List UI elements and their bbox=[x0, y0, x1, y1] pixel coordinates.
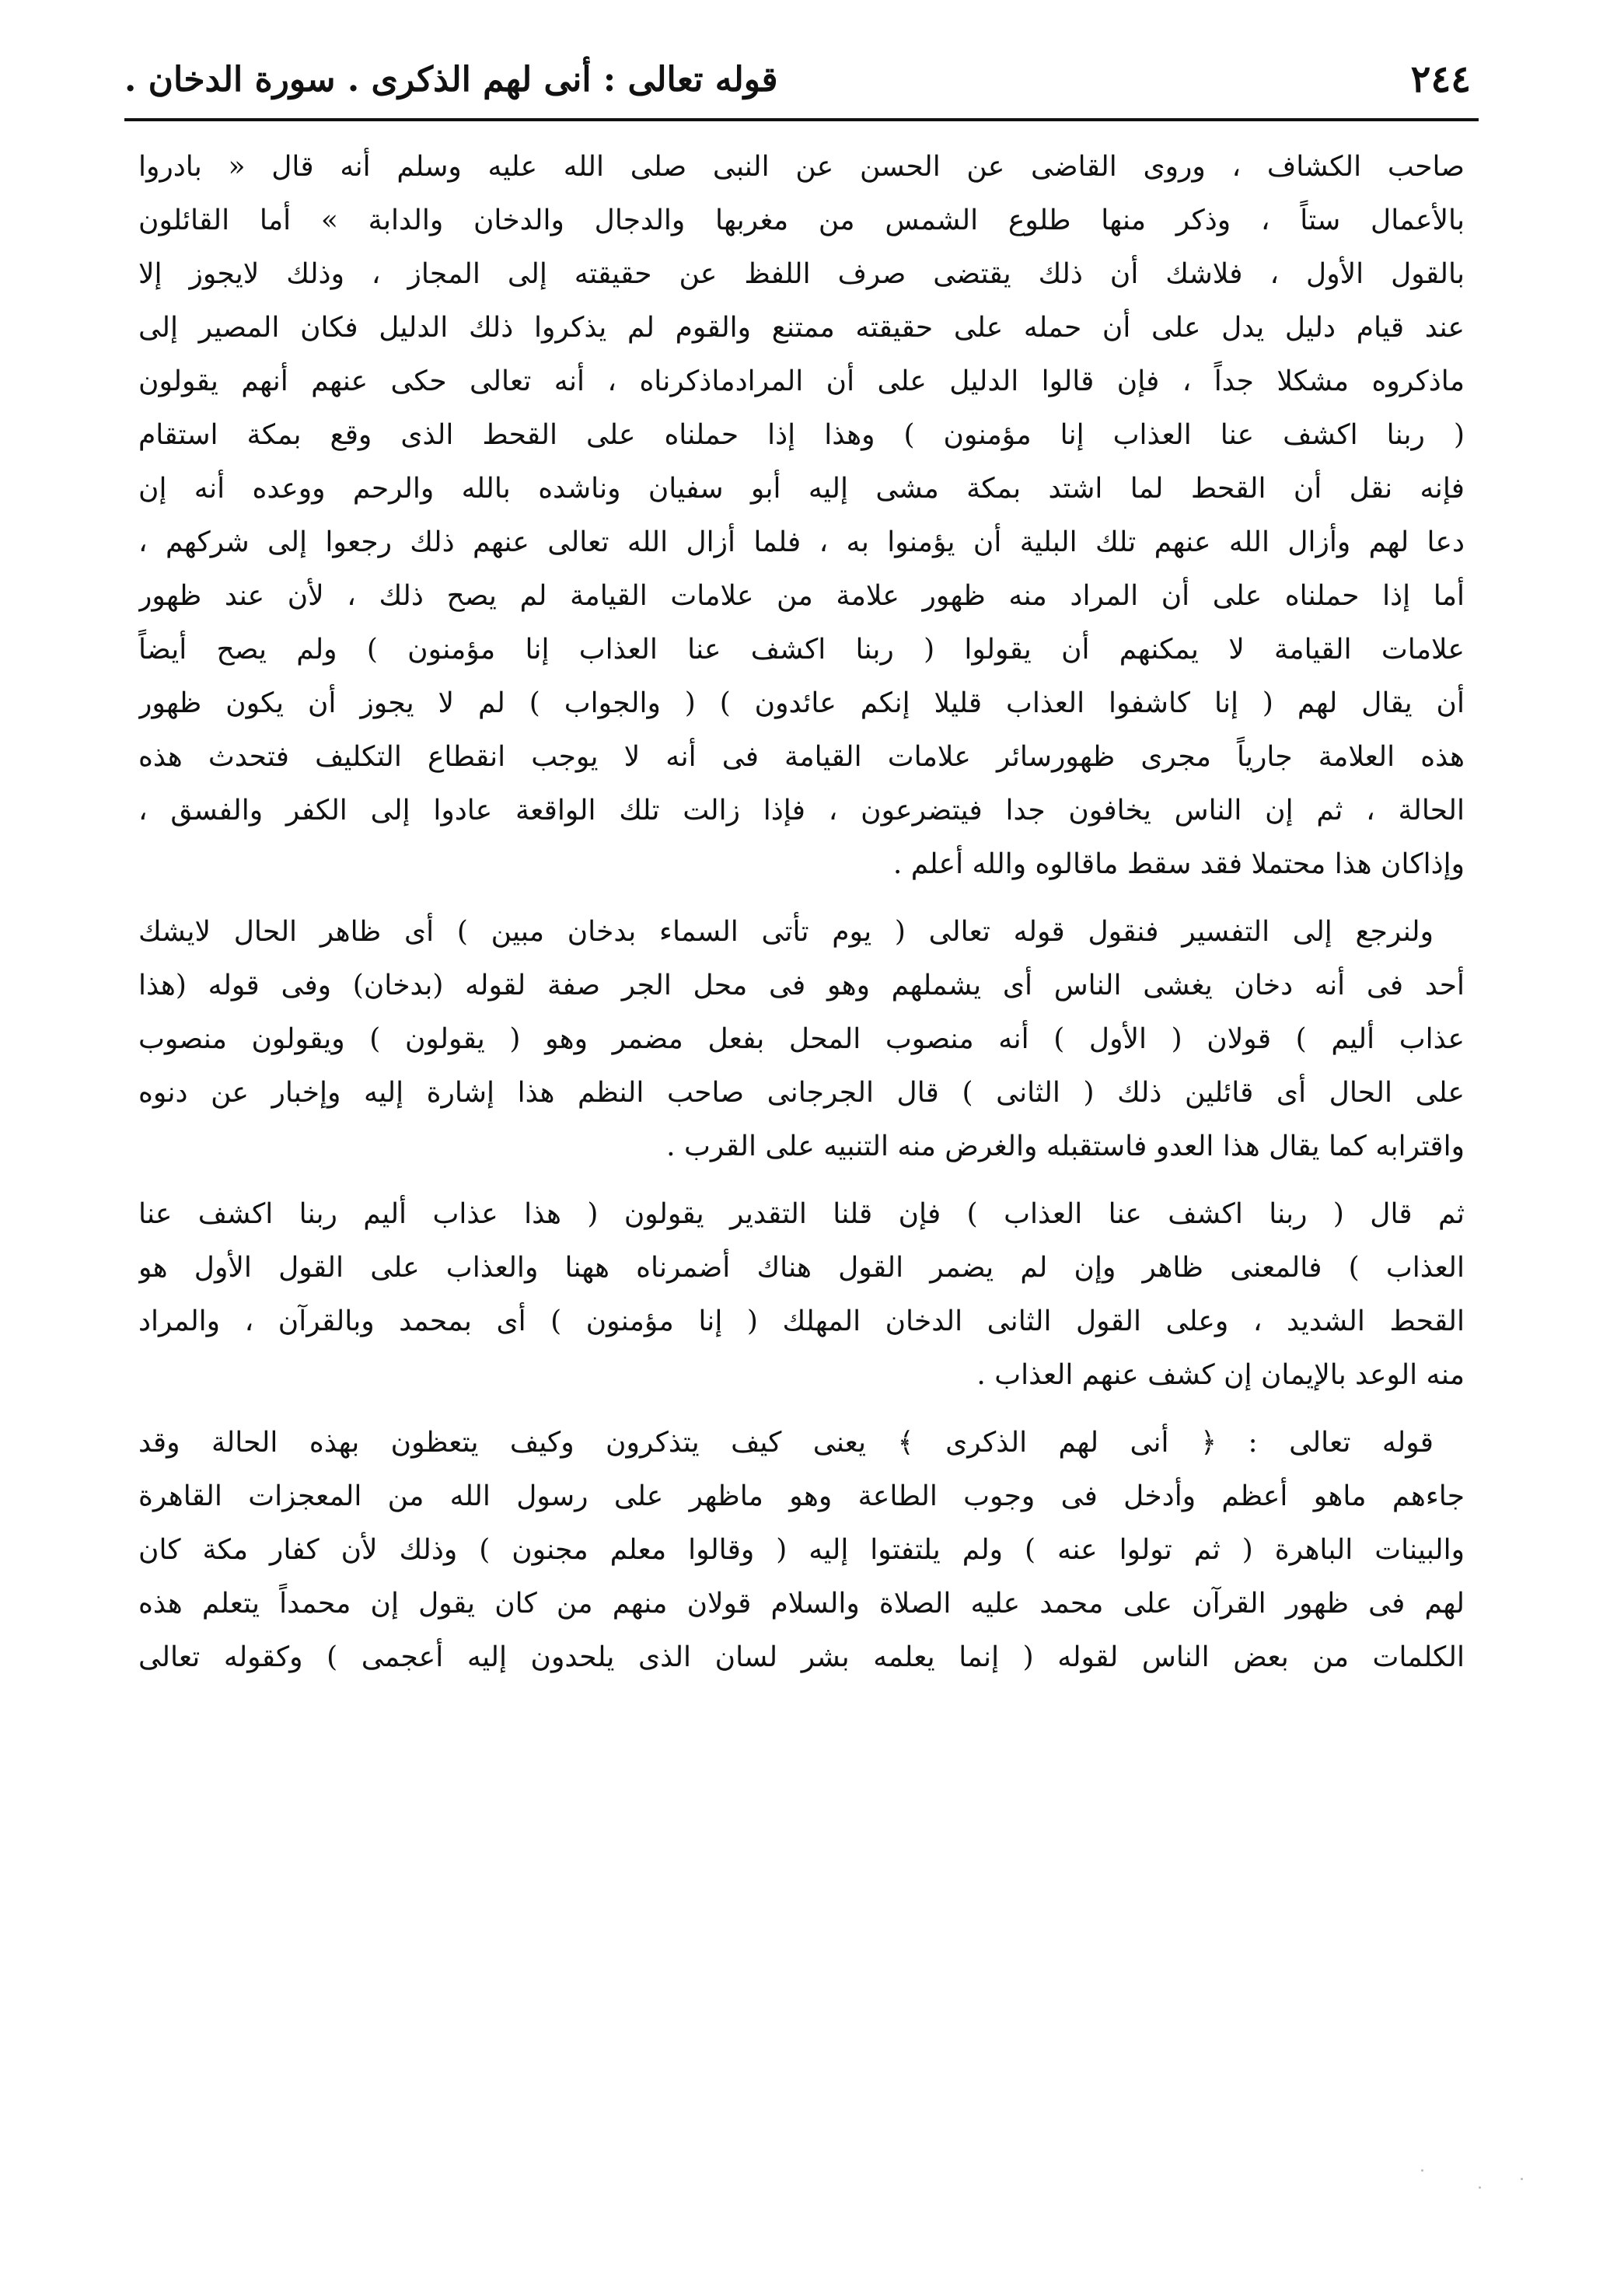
text-line: قوله تعالى : ﴿ أنى لهم الذكرى ﴾ يعنى كيف يتذكرون وكيف يتعظون بهذه الحالة وقد bbox=[138, 1427, 1434, 1459]
text-line: واقترابه كما يقال هذا العدو فاستقبله والغرض منه التنبيه على القرب . bbox=[666, 1131, 1465, 1162]
scan-speck bbox=[1479, 2186, 1481, 2189]
text-line: لهم فى ظهور القرآن على محمد عليه الصلاة والسلام قولان منهم من كان يقول إن محمداً يتعلم هذه bbox=[138, 1588, 1465, 1620]
text-line: الحالة ، ثم إن الناس يخافون جدا فيتضرعون ، فإذا زالت تلك الواقعة عادوا إلى الكفر والفسق ، bbox=[138, 795, 1465, 826]
text-line: فإنه نقل أن القحط لما اشتد بمكة مشى إليه أبو سفيان وناشده بالله والرحم ووعده أنه إن bbox=[138, 473, 1465, 505]
text-line: عذاب أليم ) قولان ( الأول ) أنه منصوب المحل بفعل مضمر وهو ( يقولون ) ويقولون منصوب bbox=[138, 1023, 1465, 1055]
text-line: الكلمات من بعض الناس لقوله ( إنما يعلمه بشر لسان الذى يلحدون إليه أعجمى ) وكقوله تعالى bbox=[138, 1641, 1465, 1673]
text-line: منه الوعد بالإيمان إن كشف عنهم العذاب . bbox=[976, 1359, 1465, 1391]
text-line: ماذكروه مشكلا جداً ، فإن قالوا الدليل على أن المرادماذكرناه ، أنه تعالى حكى عنهم أنهم يقولون bbox=[138, 365, 1465, 397]
running-head bbox=[124, 48, 1471, 110]
page-number: ٢٤٤ bbox=[1410, 58, 1471, 101]
text-line: بالأعمال ستاً ، وذكر منها طلوع الشمس من مغربها والدجال والدخان والدابة » أما القائلون bbox=[138, 204, 1465, 236]
paragraph-4 bbox=[138, 1416, 1465, 1684]
paragraph-1 bbox=[138, 140, 1465, 891]
text-line: دعا لهم وأزال الله عنهم تلك البلية أن يؤمنوا به ، فلما أزال الله تعالى عنهم ذلك رجعوا إلى شركهم ، bbox=[138, 526, 1465, 558]
running-head-title: قوله تعالى : أنى لهم الذكرى . سورة الدخان . bbox=[124, 59, 778, 100]
text-line: والبينات الباهرة ( ثم تولوا عنه ) ولم يلتفتوا إليه ( وقالوا معلم مجنون ) وذلك لأن كفار مكة كان bbox=[138, 1534, 1465, 1566]
text-line: عند قيام دليل يدل على أن حمله على حقيقته ممتنع والقوم لم يذكروا ذلك الدليل فكان المصير إلى bbox=[138, 312, 1465, 344]
text-line: أن يقال لهم ( إنا كاشفوا العذاب قليلا إنكم عائدون ) ( والجواب ) لم لا يجوز أن يكون ظهور bbox=[138, 687, 1465, 719]
text-line: وإذاكان هذا محتملا فقد سقط ماقالوه والله أعلم . bbox=[892, 848, 1465, 880]
text-line: ( ربنا اكشف عنا العذاب إنا مؤمنون ) وهذا إذا حملناه على القحط الذى وقع بمكة استقام bbox=[138, 419, 1465, 451]
paragraph-3 bbox=[138, 1187, 1465, 1402]
text-line: بالقول الأول ، فلاشك أن ذلك يقتضى صرف اللفظ عن حقيقته إلى المجاز ، وذلك لايجوز إلا bbox=[138, 258, 1465, 290]
text-line: أحد فى أنه دخان يغشى الناس أى يشملهم وهو فى محل الجر صفة لقوله (بدخان) وفى قوله (هذا bbox=[138, 970, 1465, 1001]
scan-speck bbox=[1421, 2169, 1423, 2172]
text-line: هذه العلامة جارياً مجرى ظهورسائر علامات القيامة فى أنه لا يوجب انقطاع التكليف فتحدث هذه bbox=[138, 741, 1465, 773]
text-line: على الحال أى قائلين ذلك ( الثانى ) قال الجرجانى صاحب النظم هذا إشارة إليه وإخبار عن دنوه bbox=[138, 1077, 1465, 1109]
text-line: القحط الشديد ، وعلى القول الثانى الدخان المهلك ( إنا مؤمنون ) أى بمحمد وبالقرآن ، والمراد bbox=[138, 1305, 1465, 1337]
text-line: جاءهم ماهو أعظم وأدخل فى وجوب الطاعة وهو ماظهر على رسول الله من المعجزات القاهرة bbox=[138, 1480, 1465, 1512]
text-line: ثم قال ( ربنا اكشف عنا العذاب ) فإن قلنا التقدير يقولون ( هذا عذاب أليم ربنا اكشف عنا bbox=[138, 1198, 1465, 1230]
text-line: ولنرجع إلى التفسير فنقول قوله تعالى ( يوم تأتى السماء بدخان مبين ) أى ظاهر الحال لايشك bbox=[138, 916, 1434, 948]
header-rule bbox=[124, 118, 1479, 121]
text-line: صاحب الكشاف ، وروى القاضى عن الحسن عن النبى صلى الله عليه وسلم أنه قال « بادروا bbox=[138, 151, 1465, 183]
text-line: العذاب ) فالمعنى ظاهر وإن لم يضمر القول هناك أضمرناه ههنا والعذاب على القول الأول هو bbox=[138, 1252, 1465, 1284]
paragraph-2 bbox=[138, 905, 1465, 1173]
text-line: علامات القيامة لا يمكنهم أن يقولوا ( ربنا اكشف عنا العذاب إنا مؤمنون ) ولم يصح أيضاً bbox=[138, 634, 1465, 666]
text-line: أما إذا حملناه على أن المراد منه ظهور علامة من علامات القيامة لم يصح ذلك ، لأن عند ظهور bbox=[138, 580, 1465, 612]
scan-speck bbox=[1521, 2178, 1523, 2180]
text-body bbox=[138, 140, 1465, 1684]
